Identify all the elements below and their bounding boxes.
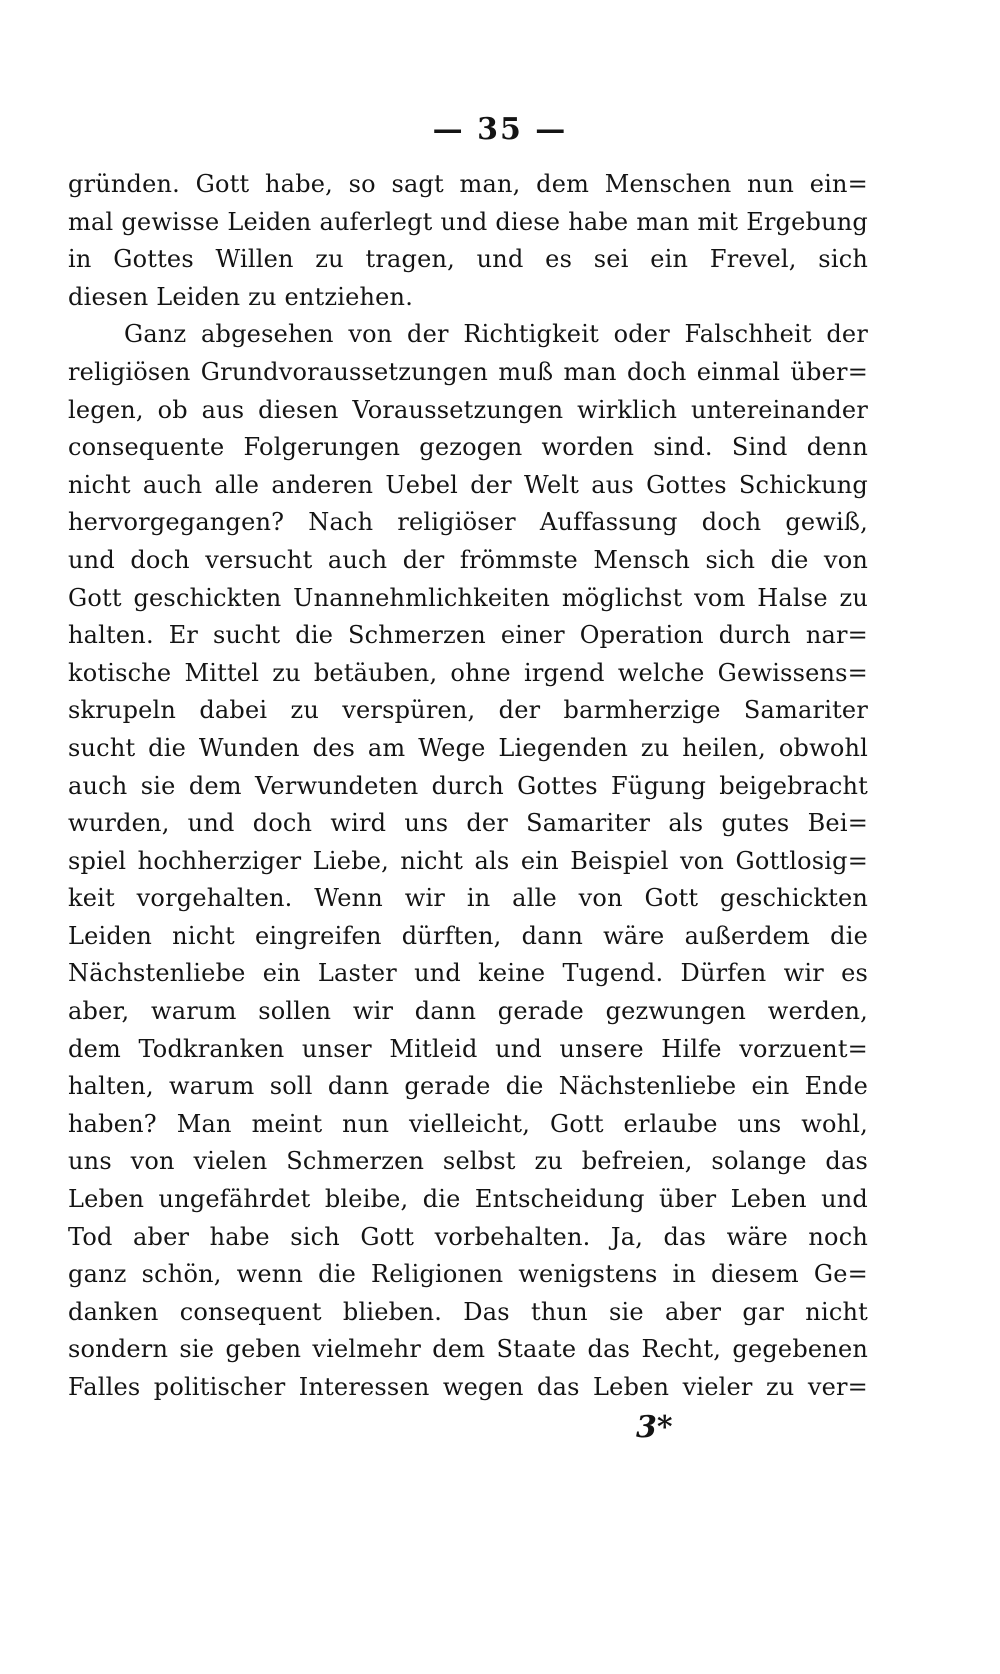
text-line: Gott geschickten Unannehmlichkeiten möglichst vom Halse zu bbox=[68, 583, 868, 612]
text-line: halten. Er sucht die Schmerzen einer Operation durch nar= bbox=[68, 621, 868, 650]
text-line: danken consequent blieben. Das thun sie aber gar nicht bbox=[68, 1297, 868, 1326]
text-line: Leben ungefährdet bleibe, die Entscheidung über Leben und bbox=[68, 1185, 868, 1214]
text-line: in Gottes Willen zu tragen, und es sei ein Frevel, sich bbox=[68, 245, 868, 274]
text-line: wurden, und doch wird uns der Samariter als gutes Bei= bbox=[68, 809, 868, 838]
text-line: aber, warum sollen wir dann gerade gezwungen werden, bbox=[68, 997, 868, 1026]
text-line: sondern sie geben vielmehr dem Staate das Recht, gegebenen bbox=[68, 1335, 868, 1364]
text-line: dem Todkranken unser Mitleid und unsere Hilfe vorzuent= bbox=[68, 1034, 868, 1063]
text-line: keit vorgehalten. Wenn wir in alle von Gott geschickten bbox=[68, 884, 868, 913]
text-line: Nächstenliebe ein Laster und keine Tugend. Dürfen wir es bbox=[68, 959, 868, 988]
body-text bbox=[68, 166, 868, 1407]
text-line: consequente Folgerungen gezogen worden sind. Sind denn bbox=[68, 433, 868, 462]
text-line: legen, ob aus diesen Voraussetzungen wirklich untereinander bbox=[68, 395, 868, 424]
text-line: skrupeln dabei zu verspüren, der barmherzige Samariter bbox=[68, 696, 868, 725]
text-line: Falles politischer Interessen wegen das Leben vieler zu ver= bbox=[68, 1373, 868, 1401]
text-line: mal gewisse Leiden auferlegt und diese habe man mit Ergebung bbox=[68, 207, 868, 236]
signature-mark: 3* bbox=[636, 1410, 673, 1445]
text-line: gründen. Gott habe, so sagt man, dem Menschen nun ein= bbox=[68, 170, 868, 198]
text-line: religiösen Grundvoraussetzungen muß man doch einmal über= bbox=[68, 357, 868, 386]
paragraph-first-line: Ganz abgesehen von der Richtigkeit oder Falschheit der bbox=[124, 320, 868, 349]
text-line: Tod aber habe sich Gott vorbehalten. Ja, das wäre noch bbox=[68, 1222, 868, 1251]
text-line: haben? Man meint nun vielleicht, Gott erlaube uns wohl, bbox=[68, 1109, 868, 1138]
text-line: auch sie dem Verwundeten durch Gottes Fügung beigebracht bbox=[68, 771, 868, 800]
text-line: und doch versucht auch der frömmste Mensch sich die von bbox=[68, 545, 868, 574]
text-line: kotische Mittel zu betäuben, ohne irgend welche Gewissens= bbox=[68, 658, 868, 687]
text-line: diesen Leiden zu entziehen. bbox=[68, 282, 414, 311]
text-line: ganz schön, wenn die Religionen wenigstens in diesem Ge= bbox=[68, 1260, 868, 1289]
text-line: halten, warum soll dann gerade die Nächstenliebe ein Ende bbox=[68, 1072, 868, 1101]
text-line: uns von vielen Schmerzen selbst zu befreien, solange das bbox=[68, 1147, 868, 1176]
text-line: nicht auch alle anderen Uebel der Welt aus Gottes Schickung bbox=[68, 470, 868, 499]
text-line: sucht die Wunden des am Wege Liegenden zu heilen, obwohl bbox=[68, 733, 868, 762]
text-line: hervorgegangen? Nach religiöser Auffassung doch gewiß, bbox=[68, 508, 868, 537]
text-line: spiel hochherziger Liebe, nicht als ein Beispiel von Gottlosig= bbox=[68, 846, 868, 875]
text-line: Leiden nicht eingreifen dürften, dann wäre außerdem die bbox=[68, 921, 868, 950]
page-number: — 35 — bbox=[432, 112, 568, 147]
